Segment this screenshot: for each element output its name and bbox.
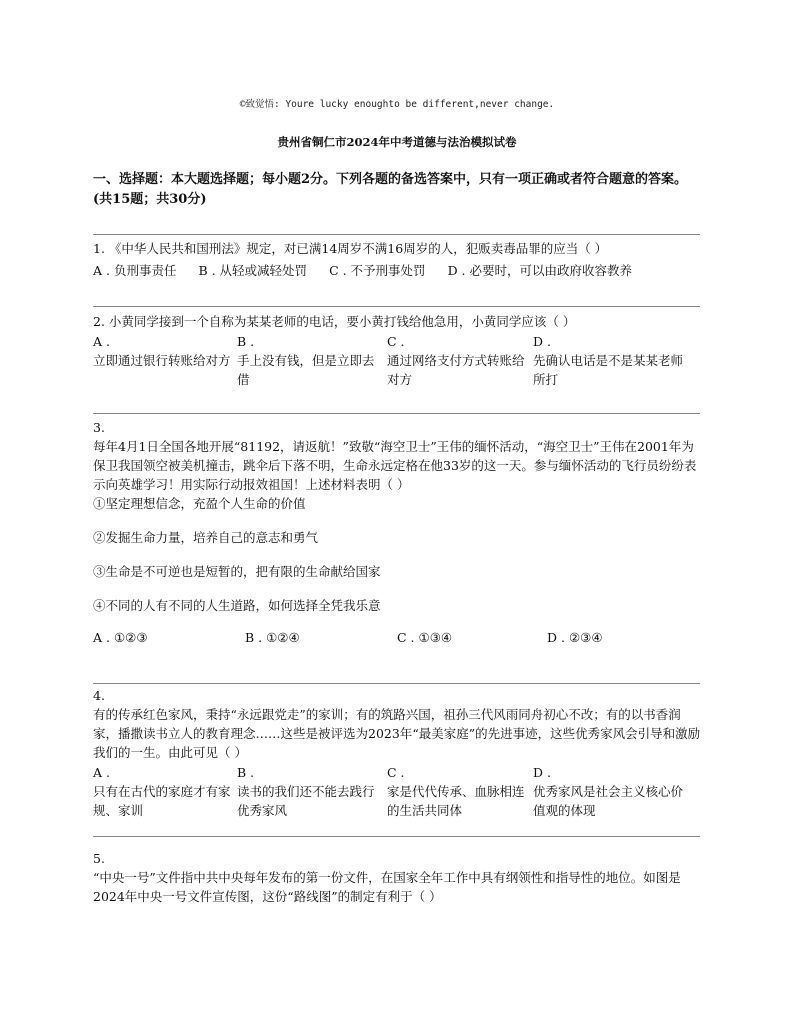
option-letter: B . — [237, 334, 255, 349]
option-b[interactable] — [237, 763, 381, 820]
option-c[interactable]: C . 不予刑事处罚 — [329, 263, 426, 278]
option-letter: B . — [237, 765, 255, 780]
option-text: 读书的我们还不能去践行优秀家风 — [237, 784, 375, 818]
option-grid — [93, 763, 703, 820]
option-d[interactable]: D . ②③④ — [547, 630, 603, 645]
divider — [93, 306, 700, 307]
option-letter: C . — [387, 765, 405, 780]
statement-2: ②发掘生命力量，培养自己的意志和勇气 — [93, 530, 319, 545]
option-text: 只有在古代的家庭才有家规、家训 — [93, 784, 231, 818]
option-list — [93, 261, 703, 280]
question-stem: 每年4月1日全国各地开展“81192，请返航！”致敬“海空卫士”王伟的缅怀活动，“海空卫士”王伟在2001年为保卫我国领空被美机撞击，跳伞后下落不明，生命永远定格在他33岁的这一天。参与缅怀活动的飞行员纷纷表示向英雄学习！用实际行动报效祖国！上述材料表明（ ） — [93, 439, 697, 492]
question-number: 5. — [93, 851, 105, 866]
option-text: 通过网络支付方式转账给对方 — [387, 353, 525, 387]
option-text: 立即通过银行转账给对方 — [93, 353, 231, 368]
question-3 — [93, 418, 703, 647]
statement-1: ①坚定理想信念，充盈个人生命的价值 — [93, 496, 306, 511]
question-stem: “中央一号”文件指中共中央每年发布的第一份文件，在国家全年工作中具有纲领性和指导性的地位。如图是2024年中央一号文件宣传图，这份“路线图”的制定有利于（ ） — [93, 870, 681, 904]
option-a[interactable] — [93, 332, 231, 389]
option-a[interactable] — [93, 763, 231, 820]
statement-4: ④不同的人有不同的人生道路，如何选择全凭我乐意 — [93, 598, 381, 613]
option-text: 先确认电话是不是某某老师所打 — [533, 353, 684, 387]
statement-3: ③生命是不可逆也是短暂的，把有限的生命献给国家 — [93, 564, 381, 579]
option-b[interactable]: B . 从轻或减轻处罚 — [198, 263, 308, 278]
header-motto: ©致觉悟: Youre lucky enoughto be different,never change. — [239, 99, 555, 110]
option-d[interactable] — [533, 763, 693, 820]
option-text: 优秀家风是社会主义核心价值观的体现 — [533, 784, 684, 818]
question-stem: 有的传承红色家风，秉持“永远跟党走”的家训；有的筑路兴国，祖孙三代风雨同舟初心不改；有的以书香润家，播撒读书立人的教育理念……这些是被评选为2023年“最美家庭”的先进事迹，这些优秀家风会引导和激励我们的一生。由此可见（ ） — [93, 707, 701, 760]
option-d[interactable] — [533, 332, 693, 389]
option-a[interactable]: A . ①②③ — [93, 630, 148, 645]
question-5 — [93, 849, 703, 906]
question-4 — [93, 686, 703, 820]
option-text: 家是代代传承、血脉相连的生活共同体 — [387, 784, 525, 818]
option-letter: A . — [93, 765, 110, 780]
option-grid — [93, 332, 703, 389]
option-letter: D . — [533, 765, 551, 780]
option-c[interactable] — [387, 332, 527, 389]
question-number: 3. — [93, 420, 105, 435]
option-d[interactable]: D . 必要时，可以由政府收容教养 — [447, 263, 633, 278]
section-heading: 一、选择题：本大题选择题；每小题2分。下列各题的备选答案中，只有一项正确或者符合题意的答案。(共15题；共30分) — [93, 172, 688, 207]
question-stem: 1. 《中华人民共和国刑法》规定，对已满14周岁不满16周岁的人，犯贩卖毒品罪的应当（ ） — [93, 241, 608, 256]
question-2 — [93, 312, 703, 389]
question-stem: 2. 小黄同学接到一个自称为某某老师的电话，要小黄打钱给他急用，小黄同学应该（ ） — [93, 314, 576, 329]
option-c[interactable] — [387, 763, 527, 820]
option-a[interactable]: A . 负刑事责任 — [93, 263, 177, 278]
page-title: 贵州省铜仁市2024年中考道德与法治模拟试卷 — [277, 135, 517, 149]
divider — [93, 413, 700, 414]
option-text: 手上没有钱，但是立即去借 — [237, 353, 375, 387]
divider — [93, 836, 700, 837]
option-letter: A . — [93, 334, 110, 349]
divider — [93, 234, 700, 235]
option-letter: C . — [387, 334, 405, 349]
divider — [93, 683, 700, 684]
option-list — [93, 628, 703, 647]
option-b[interactable] — [237, 332, 381, 389]
option-c[interactable]: C . ①③④ — [397, 630, 453, 645]
option-letter: D . — [533, 334, 551, 349]
option-b[interactable]: B . ①②④ — [245, 630, 300, 645]
question-1 — [93, 239, 703, 280]
question-number: 4. — [93, 688, 105, 703]
